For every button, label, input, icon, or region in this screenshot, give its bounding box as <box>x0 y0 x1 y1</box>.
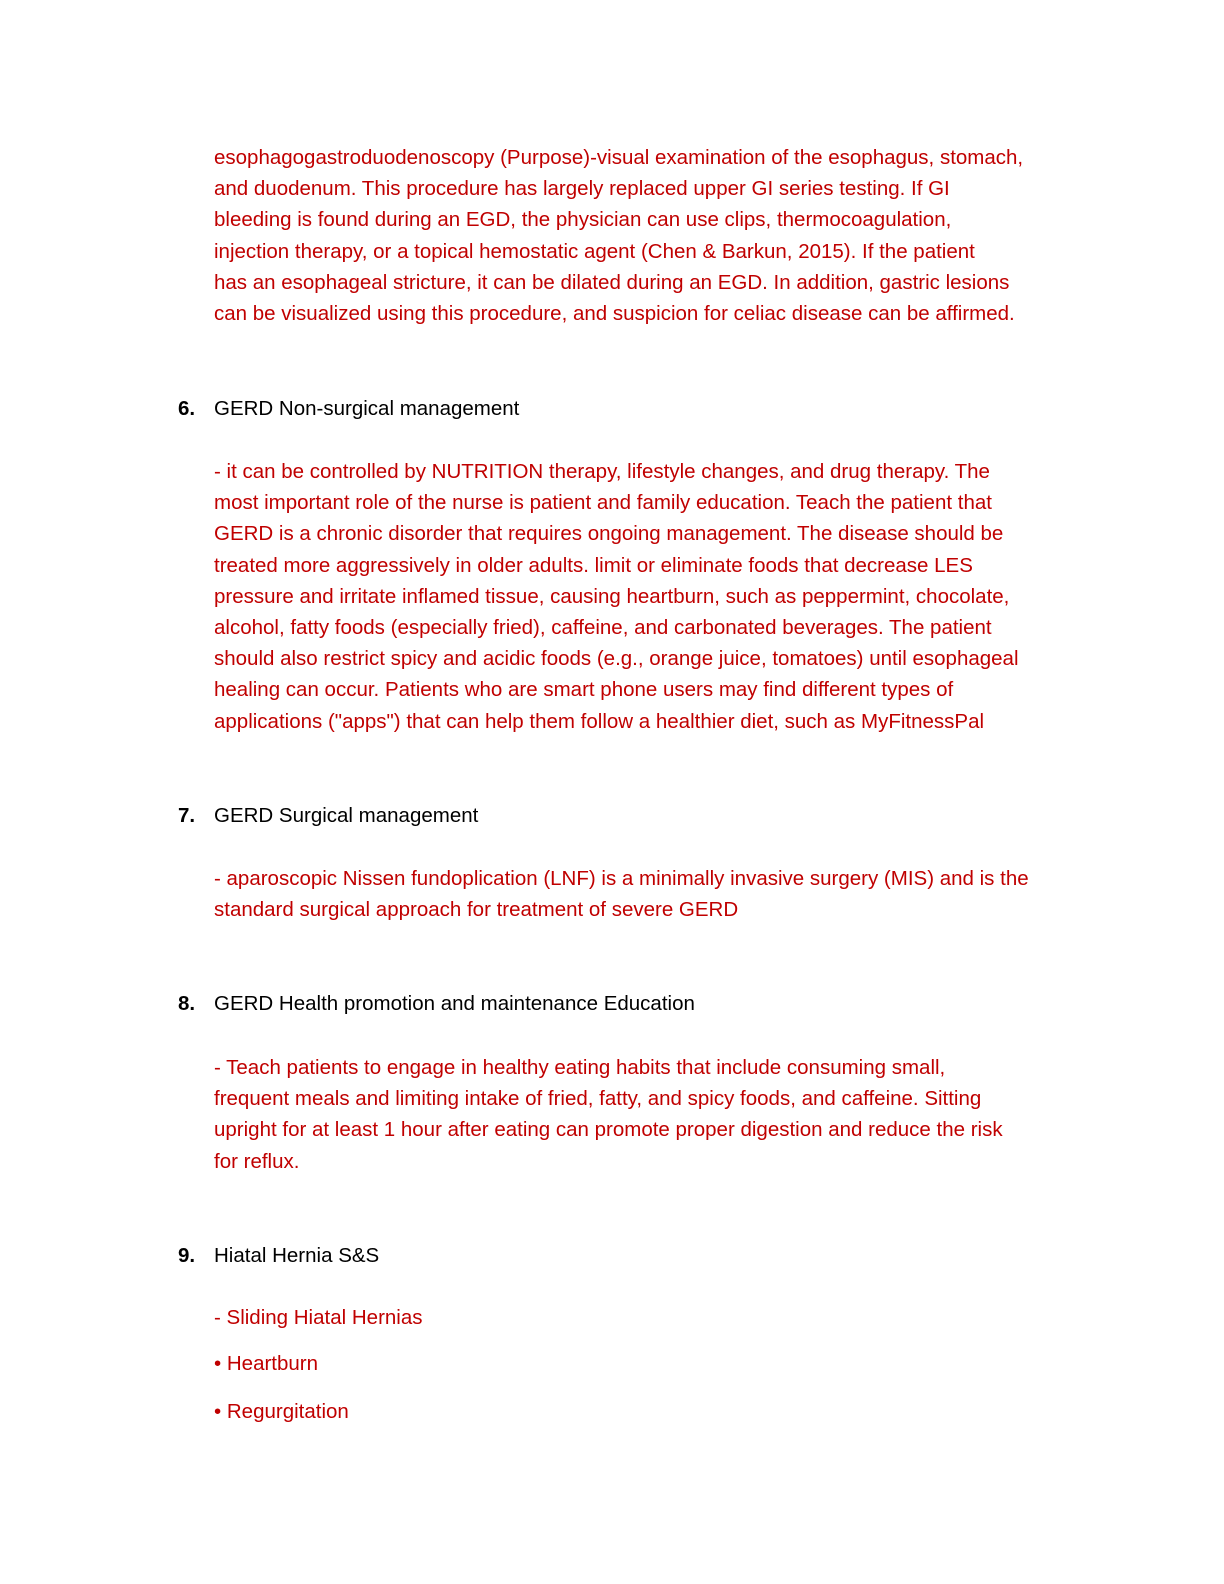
paragraph-line: applications ("apps") that can help them follow a healthier diet, such as MyFitnessPal <box>214 709 985 733</box>
paragraph-line: treated more aggressively in older adults. limit or eliminate foods that decrease LES <box>214 553 973 577</box>
question-number: 8. <box>178 992 196 1015</box>
bullet-item: • Regurgitation <box>214 1400 349 1423</box>
question-heading <box>178 1242 379 1270</box>
question-heading <box>178 802 478 830</box>
paragraph-line: should also restrict spicy and acidic foods (e.g., orange juice, tomatoes) until esophageal <box>214 647 1019 671</box>
paragraph-line: - aparoscopic Nissen fundoplication (LNF) is a minimally invasive surgery (MIS) and is the <box>214 867 1029 890</box>
paragraph-line: healing can occur. Patients who are smart phone users may find different types of <box>214 678 954 702</box>
paragraph-line: pressure and irritate inflamed tissue, causing heartburn, such as peppermint, chocolate, <box>214 584 1010 608</box>
paragraph-line: most important role of the nurse is patient and family education. Teach the patient that <box>214 491 992 515</box>
question-number: 9. <box>178 1244 196 1267</box>
paragraph-line: alcohol, fatty foods (especially fried), caffeine, and carbonated beverages. The patient <box>214 616 992 640</box>
paragraph-line: esophagogastroduodenoscopy (Purpose)-visual examination of the esophagus, stomach, <box>214 146 1024 169</box>
question-heading <box>178 990 695 1018</box>
paragraph-line: - Teach patients to engage in healthy eating habits that include consuming small, <box>214 1056 946 1079</box>
question-title: GERD Health promotion and maintenance Education <box>214 992 695 1015</box>
paragraph-line: has an esophageal stricture, it can be dilated during an EGD. In addition, gastric lesions <box>214 270 1010 294</box>
answer-line: - Sliding Hiatal Hernias <box>214 1306 423 1329</box>
paragraph-line: GERD is a chronic disorder that requires ongoing management. The disease should be <box>214 522 1004 546</box>
paragraph-line: injection therapy, or a topical hemostatic agent (Chen & Barkun, 2015). If the patient <box>214 239 975 263</box>
paragraph-line: can be visualized using this procedure, and suspicion for celiac disease can be affirmed. <box>214 302 1015 326</box>
question-number: 6. <box>178 397 196 420</box>
egd-paragraph <box>214 142 1074 329</box>
question-title: GERD Surgical management <box>214 804 479 827</box>
paragraph-line: frequent meals and limiting intake of fried, fatty, and spicy foods, and caffeine. Sitting <box>214 1087 982 1111</box>
paragraph-line: - it can be controlled by NUTRITION therapy, lifestyle changes, and drug therapy. The <box>214 460 990 483</box>
answer-paragraph <box>214 863 1074 925</box>
answer-paragraph <box>214 456 1074 737</box>
paragraph-line: and duodenum. This procedure has largely replaced upper GI series testing. If GI <box>214 177 950 201</box>
question-number: 7. <box>178 804 196 827</box>
bullet-item: • Heartburn <box>214 1352 319 1375</box>
paragraph-line: standard surgical approach for treatment of severe GERD <box>214 898 739 922</box>
answer-paragraph <box>214 1052 1074 1177</box>
paragraph-line: for reflux. <box>214 1149 300 1173</box>
paragraph-line: bleeding is found during an EGD, the physician can use clips, thermocoagulation, <box>214 208 952 232</box>
question-heading <box>178 395 519 423</box>
paragraph-line: upright for at least 1 hour after eating can promote proper digestion and reduce the risk <box>214 1118 1003 1142</box>
question-title: GERD Non-surgical management <box>214 397 520 420</box>
question-title: Hiatal Hernia S&S <box>214 1244 380 1267</box>
